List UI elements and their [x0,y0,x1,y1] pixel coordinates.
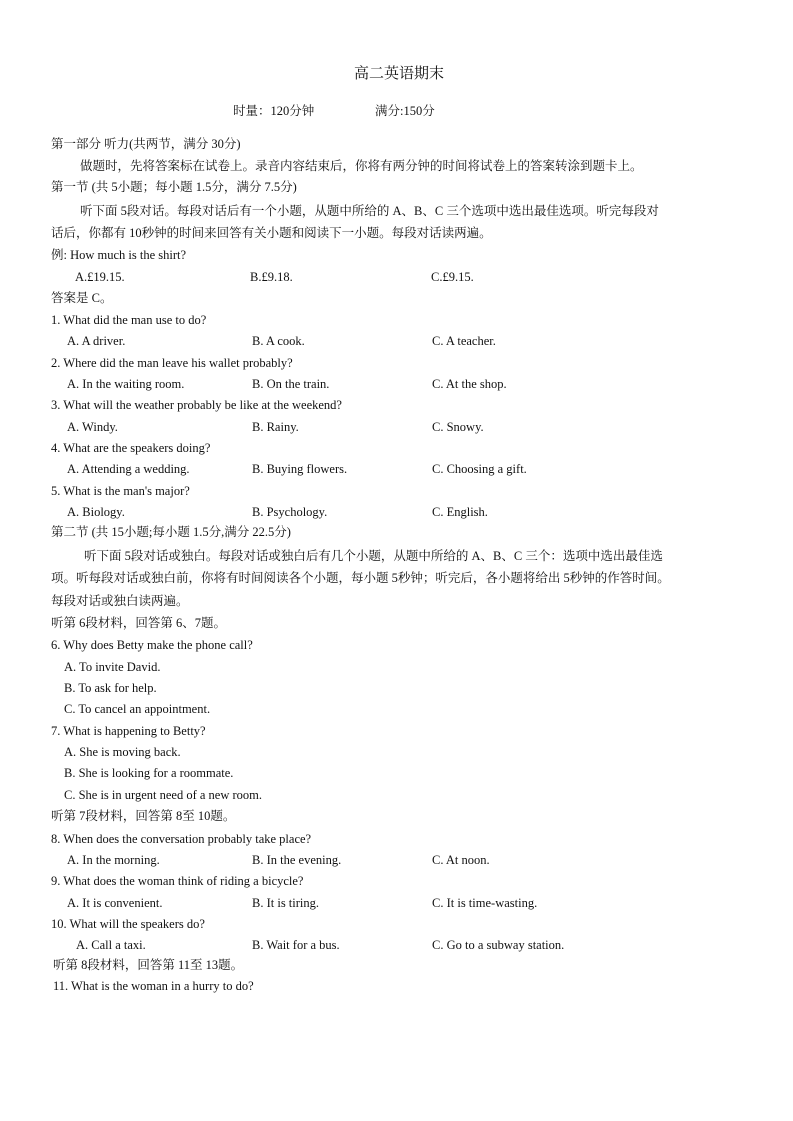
q4-option-c: C. Choosing a gift. [432,462,527,476]
q10-option-c: C. Go to a subway station. [432,938,565,952]
question-3: 3. What will the weather probably be like at the weekend? [51,398,342,412]
q2-option-b: B. On the train. [252,377,330,391]
section1-intro-line2: 话后，你都有 10秒钟的时间来回答有关小题和阅读下一小题。每段对话读两遍。 [51,226,492,240]
q4-option-a: A. Attending a wedding. [67,462,190,476]
question-4: 4. What are the speakers doing? [51,441,211,455]
example-option-b: B.£9.18. [250,270,293,284]
section2-intro-line3: 每段对话或独白读两遍。 [51,594,189,608]
q3-option-b: B. Rainy. [252,420,299,434]
page-title: 高二英语期末 [354,66,445,82]
example-option-a: A.£19.15. [75,270,125,284]
q7-option-b: B. She is looking for a roommate. [64,766,234,780]
section2-heading: 第二节 (共 15小题;每小题 1.5分,满分 22.5分) [51,525,291,539]
question-1: 1. What did the man use to do? [51,313,207,327]
question-6: 6. Why does Betty make the phone call? [51,638,253,652]
q5-option-b: B. Psychology. [252,505,328,519]
q1-option-a: A. A driver. [67,334,126,348]
q1-option-b: B. A cook. [252,334,305,348]
q8-option-b: B. In the evening. [252,853,342,867]
q9-option-c: C. It is time-wasting. [432,896,538,910]
q3-option-a: A. Windy. [67,420,118,434]
q1-option-c: C. A teacher. [432,334,496,348]
q4-option-b: B. Buying flowers. [252,462,348,476]
exam-time: 时量：120分钟 [233,104,315,118]
q7-option-a: A. She is moving back. [64,745,181,759]
section2-intro-line2: 项。听每段对话或独白前，你将有时间阅读各个小题，每小题 5秒钟；听完后，各小题将给出 5秒钟的作答时间。 [51,571,670,585]
example-option-c: C.£9.15. [431,270,474,284]
q8-option-c: C. At noon. [432,853,490,867]
q10-option-b: B. Wait for a bus. [252,938,340,952]
q5-option-c: C. English. [432,505,488,519]
question-8: 8. When does the conversation probably take place? [51,832,312,846]
material-8-heading: 听第 8段材料，回答第 11至 13题。 [53,958,244,972]
question-11: 11. What is the woman in a hurry to do? [53,979,254,993]
part1-instruction: 做题时，先将答案标在试卷上。录音内容结束后，你将有两分钟的时间将试卷上的答案转涂到题卡上。 [80,159,643,173]
material-6-heading: 听第 6段材料，回答第 6、7题。 [51,616,227,630]
q9-option-a: A. It is convenient. [67,896,163,910]
exam-score: 满分:150分 [375,104,435,118]
q3-option-c: C. Snowy. [432,420,484,434]
question-5: 5. What is the man's major? [51,484,190,498]
q7-option-c: C. She is in urgent need of a new room. [64,788,262,802]
question-9: 9. What does the woman think of riding a bicycle? [51,874,304,888]
q5-option-a: A. Biology. [67,505,125,519]
question-10: 10. What will the speakers do? [51,917,205,931]
section1-heading: 第一节 (共 5小题；每小题 1.5分，满分 7.5分) [51,180,297,194]
material-7-heading: 听第 7段材料，回答第 8至 10题。 [51,809,236,823]
q9-option-b: B. It is tiring. [252,896,320,910]
section1-intro-line1: 听下面 5段对话。每段对话后有一个小题，从题中所给的 A、B、C 三个选项中选出最佳选项。听完每段对 [80,204,659,218]
part1-heading: 第一部分 听力(共两节，满分 30分) [51,137,241,151]
q8-option-a: A. In the morning. [67,853,160,867]
question-2: 2. Where did the man leave his wallet probably? [51,356,293,370]
section2-intro-line1: 听下面 5段对话或独白。每段对话或独白后有几个小题，从题中所给的 A、B、C 三个：选项中选出最佳选 [84,549,663,563]
example-answer: 答案是 C。 [51,291,113,305]
q6-option-b: B. To ask for help. [64,681,157,695]
example-question: 例: How much is the shirt? [51,248,187,262]
q6-option-a: A. To invite David. [64,660,161,674]
question-7: 7. What is happening to Betty? [51,724,206,738]
q2-option-c: C. At the shop. [432,377,507,391]
q10-option-a: A. Call a taxi. [76,938,146,952]
q2-option-a: A. In the waiting room. [67,377,185,391]
q6-option-c: C. To cancel an appointment. [64,702,211,716]
